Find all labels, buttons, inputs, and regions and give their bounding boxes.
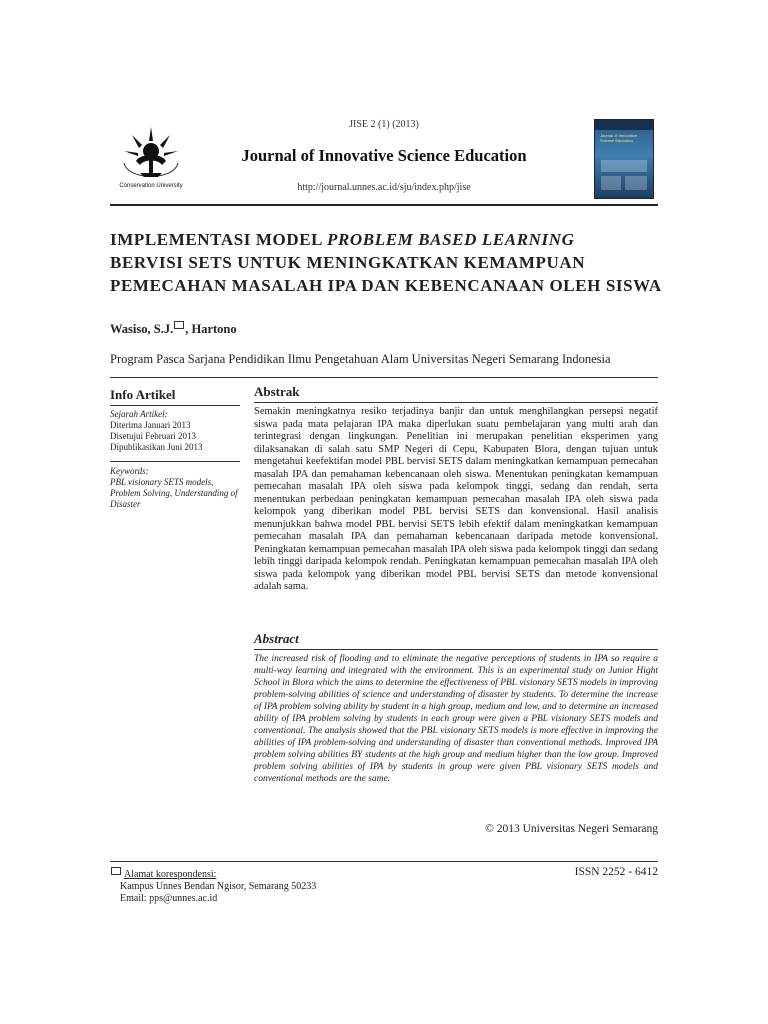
header-rule — [110, 204, 658, 206]
published-date: Dipublikasikan Juni 2013 — [110, 442, 203, 452]
address: Kampus Unnes Bendan Ngisor, Semarang 50233 — [120, 881, 317, 892]
correspondence-label: Alamat korespondensi: — [123, 869, 217, 880]
email[interactable]: Email: pps@unnes.ac.id — [120, 893, 218, 904]
abstrak-text: Semakin meningkatnya resiko terjadinya banjir dan untuk menghilangkan persepsi negatif siswa pada mata pelajaran IPA maka diperlukan suatu pembelajaran yang multi arah dan terintegrasi dengan lingkungan. Penelitian ini merupakan penelitian eksperimen yang dilaksanakan di salah satu SMP Negeri di Cepu, Kabupaten Blora, dengan tujuan untuk mengetahui keefektifan model PBL bervisi SETS dalam meningkatkan kemampuan pemecahan masalah IPA dan pemahaman kebencanaan oleh siswa. Menentukan peningkatan kemampuan pemecahan masalah IPA oleh siswa pada kelompok tinggi, sedang dan rendah, serta menentukan perbedaan peningkatan kemampuan pemecahan masalah IPA oleh siswa pada kelompok yang diberikan model PBL bervisi SETS dan konvensional. Hasil analisis menunjukkan bahwa model PBL bervisi SETS lebih efektif dalam meningkatkan kemampuan pemecahan masalah IPA dan pemahaman kebencanaan daripada metode konvensional. Peningkatan kemampuan pemecahan masalah IPA oleh siswa pada kelompok tinggi dan sedang lebih tinggi daripada kelompok rendah. Peningkatan kemampuan pemecahan masalah IPA oleh siswa pada kelompok yang diberikan model PBL bervisi SETS dan metode konvensional adalah sama. — [254, 406, 658, 592]
author-list — [110, 322, 237, 337]
info-rule — [110, 461, 240, 462]
received-date: Diterima Januari 2013 — [110, 420, 191, 430]
journal-url[interactable]: http://journal.unnes.ac.id/sju/index.php/jise — [297, 182, 471, 193]
issn: ISSN 2252 - 6412 — [574, 866, 658, 878]
abstrak-rule — [254, 402, 658, 403]
author-1: Wasiso, S.J. — [110, 322, 174, 336]
cover-bar — [595, 120, 653, 130]
section-rule — [110, 377, 658, 378]
title-rest: BERVISI SETS UNTUK MENINGKATKAN KEMAMPUAN PEMECAHAN MASALAH IPA DAN KEBENCANAAN OLEH SISWA — [110, 253, 662, 295]
abstract-text: The increased risk of flooding and to eliminate the negative perceptions of students in IPA so require a multi-way learning and integrated with the environment. This is an experimental study on Junior Hight School in Blora which the aims to determine the effectiveness of PBL visionary SETS models in improving problem-solving abilities of science and understanding of disaster by students. To determine the increase of IPA problem solving ability by student in a high group, medium and low, and to determine an increased ability of IPA problem solving by students in each group were given a PBL visionary SETS models and conventional. The analysis showed that the PBL visionary SETS models is more effective in improving the abilities of IPA problem-solving and understanding of disaster than conventional methods. Improved IPA problem solving abilities BY students at the high group and medium higher than the low group. Improved problem solving abilities of IPA by students in group were given PBL visionary SETS models and conventional methods are the same. — [254, 654, 658, 784]
copyright: © 2013 Universitas Negeri Semarang — [485, 823, 658, 835]
info-rule — [110, 405, 240, 406]
title-italic: PROBLEM BASED LEARNING — [327, 230, 575, 249]
correspondence — [110, 869, 316, 905]
cover-title: Journal of Innovative Science Education — [600, 133, 637, 143]
journal-volume: JISE 2 (1) (2013) — [349, 119, 419, 130]
journal-title: Journal of Innovative Science Education — [241, 146, 527, 165]
journal-cover-image — [594, 119, 654, 199]
logo-text: Conservation University — [119, 183, 183, 189]
title-plain: IMPLEMENTASI MODEL — [110, 230, 327, 249]
author-2: , Hartono — [185, 322, 237, 336]
envelope-icon — [174, 321, 184, 329]
history-label: Sejarah Artikel: — [110, 409, 168, 419]
cover-graphic — [625, 176, 647, 190]
article-history — [110, 409, 240, 453]
article-title — [110, 228, 670, 297]
cover-graphic — [601, 160, 647, 172]
info-heading: Info Artikel — [110, 387, 176, 402]
abstract-heading: Abstract — [254, 631, 299, 646]
cover-graphic — [601, 176, 621, 190]
keywords-label: Keywords: — [110, 466, 149, 476]
affiliation: Program Pasca Sarjana Pendidikan Ilmu Pengetahuan Alam Universitas Negeri Semarang Indonesia — [110, 352, 611, 366]
footer-rule — [110, 861, 658, 862]
envelope-icon — [111, 867, 121, 875]
abstract-rule — [254, 649, 658, 650]
abstrak-heading: Abstrak — [254, 384, 300, 399]
keywords-text: PBL visionary SETS models, Problem Solving, Understanding of Disaster — [110, 477, 238, 509]
approved-date: Disetujui Februari 2013 — [110, 431, 196, 441]
keywords — [110, 466, 240, 510]
